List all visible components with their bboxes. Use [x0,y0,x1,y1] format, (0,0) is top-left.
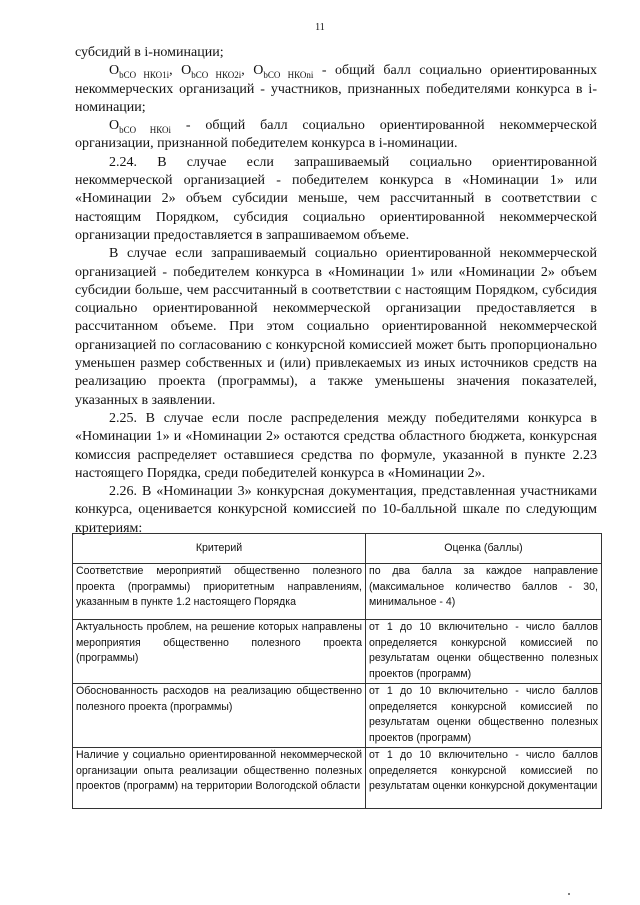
header-criterion: Критерий [73,534,366,564]
formula-symbol: О [109,118,120,134]
score-cell: от 1 до 10 включительно - число баллов определяется конкурсной комиссией по результатам оценки общественно полезных проектов (программ) [366,620,602,684]
paragraph-2-26: 2.26. В «Номинации 3» конкурсная документация, представленная участниками конкурса, оценивается конкурсной комиссией по 10-балльной шкале по следующим критериям: [75,484,597,536]
paragraph-2-25: 2.25. В случае если после распределения между победителями конкурса в «Номинации 1» и «Номинации 2» остаются средства областного бюджета, конкурсная комиссия распределяет оставшиеся средства по формуле, указанной в пункте 2.23 настоящего Порядка, среди победителей конкурса в «Номинации 2». [75,410,597,481]
formula-subscript: bСО НКО2i [191,70,242,81]
paragraph-2-24-continued: В случае если запрашиваемый социально ориентированной некоммерческой организацией - победителем конкурса в «Номинации 1» или «Номинации 2» объем субсидии больше, чем рассчитанный в соответствии с настоящим Порядком, субсидия социально ориентированной некоммерческой организации предоставляется в рассчитанном объеме. При этом социально ориентированной некоммерческой организацией по согласованию с конкурсной комиссией может быть пропорционально уменьшен размер собственных и (или) привлекаемых из иных источников средств на реализацию проекта (программы), а также уменьшены значения показателей, указанных в заявлении. [75,246,597,408]
table-row [73,564,602,620]
document-body [75,44,597,538]
paragraph-formula-single [75,117,597,154]
formula-subscript: bСО НКО1i [119,70,170,81]
formula-symbol: О [109,63,120,79]
table-row [73,684,602,748]
criterion-cell: Наличие у социально ориентированной некоммерческой организации опыта реализации общественно полезных проектов (программ) на территории Вологодской области [73,748,366,809]
criterion-cell: Обоснованность расходов на реализацию общественно полезного проекта (программы) [73,684,366,748]
score-cell: по два балла за каждое направление (максимальное количество баллов - 30, минимальное - 4) [366,564,602,620]
table-row [73,748,602,809]
criterion-cell: Актуальность проблем, на решение которых направлены мероприятия общественно полезного проекта (программы) [73,620,366,684]
scan-speck [568,893,570,895]
paragraph-subsidy-line: субсидий в i-номинации; [75,45,224,60]
formula-subscript: bСО НКОni [263,70,314,81]
paragraph-text: - общий балл социально ориентированной некоммерческой организации, признанной победителем конкурса в i-номинации. [75,118,597,152]
table-header-row [73,534,602,564]
criterion-cell: Соответствие мероприятий общественно полезного проекта (программы) приоритетным направлениям, указанным в пункте 1.2 настоящего Порядка [73,564,366,620]
paragraph-text: - общий балл социально ориентированных некоммерческих организаций - участников, признанных победителями конкурса в i-номинации; [75,63,598,115]
formula-subscript: bСО НКОi [119,124,172,135]
score-cell: от 1 до 10 включительно - число баллов определяется конкурсной комиссией по результатам оценки конкурсной документации [366,748,602,809]
score-cell: от 1 до 10 включительно - число баллов определяется конкурсной комиссией по результатам оценки общественно полезных проектов (программ) [366,684,602,748]
criteria-table [72,533,602,809]
paragraph-2-24: 2.24. В случае если запрашиваемый социально ориентированной некоммерческой организацией - победителем конкурса в «Номинации 1» или «Номинации 2» объем субсидии меньше, чем рассчитанный в соответствии с настоящим Порядком, субсидия социально ориентированной некоммерческой организации предоставляется в запрашиваемом объеме. [75,154,597,243]
table-row [73,620,602,684]
page-number: 11 [315,22,325,33]
paragraph-formula-participants: $О_{bСО НКО1i}$, $О_{bСО НКО2i}$, $О_{bСО НКОni}$ - общий балл социально ориентированных некоммерческих организаций - участников, признанных победителями конкурса в i-номинации; [75,63,598,115]
header-score: Оценка (баллы) [366,534,602,564]
